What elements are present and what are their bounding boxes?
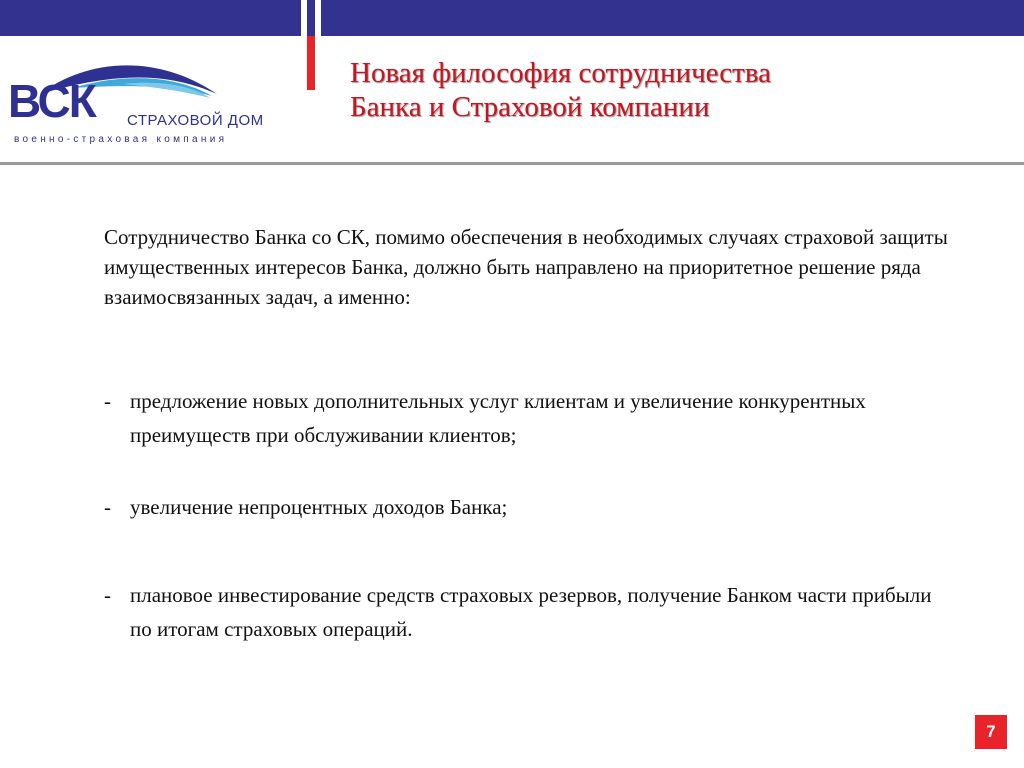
bullet-marker: - [104, 389, 111, 413]
slide-title-line-2: Банка и Страховой компании [350, 91, 710, 123]
intro-paragraph: Сотрудничество Банка со СК, помимо обеспечения в необходимых случаях страховой защиты имущественных интересов Банка, должно быть направлено на приоритетное решение ряда взаимосвязанных задач, а именно: [104, 225, 948, 309]
page-number-badge: 7 [975, 715, 1007, 749]
header-bar-gap [301, 0, 307, 36]
bullet-marker: - [104, 495, 111, 519]
bullet-item [104, 490, 954, 524]
bullet-text: увеличение непроцентных доходов Банка; [130, 495, 508, 519]
logo-mark: ВСК [8, 75, 95, 127]
slide-title-line-1: Новая философия сотрудничества [350, 57, 771, 89]
slide-title [350, 56, 990, 124]
header-bar [0, 0, 1024, 36]
bullet-marker: - [104, 583, 111, 607]
header-divider [0, 162, 1024, 165]
bullet-item [104, 578, 954, 646]
bullet-item [104, 384, 954, 452]
header-bar-gap [315, 0, 321, 36]
bullet-text: плановое инвестирование средств страховых резервов, получение Банком части прибыли по итогам страховых операций. [130, 583, 932, 641]
accent-stripe [307, 36, 315, 90]
bullet-text: предложение новых дополнительных услуг клиентам и увеличение конкурентных преимуществ при обслуживании клиентов; [130, 389, 866, 447]
logo-tagline: военно-страховая компания [14, 134, 228, 145]
logo-name: СТРАХОВОЙ ДОМ [127, 112, 264, 129]
